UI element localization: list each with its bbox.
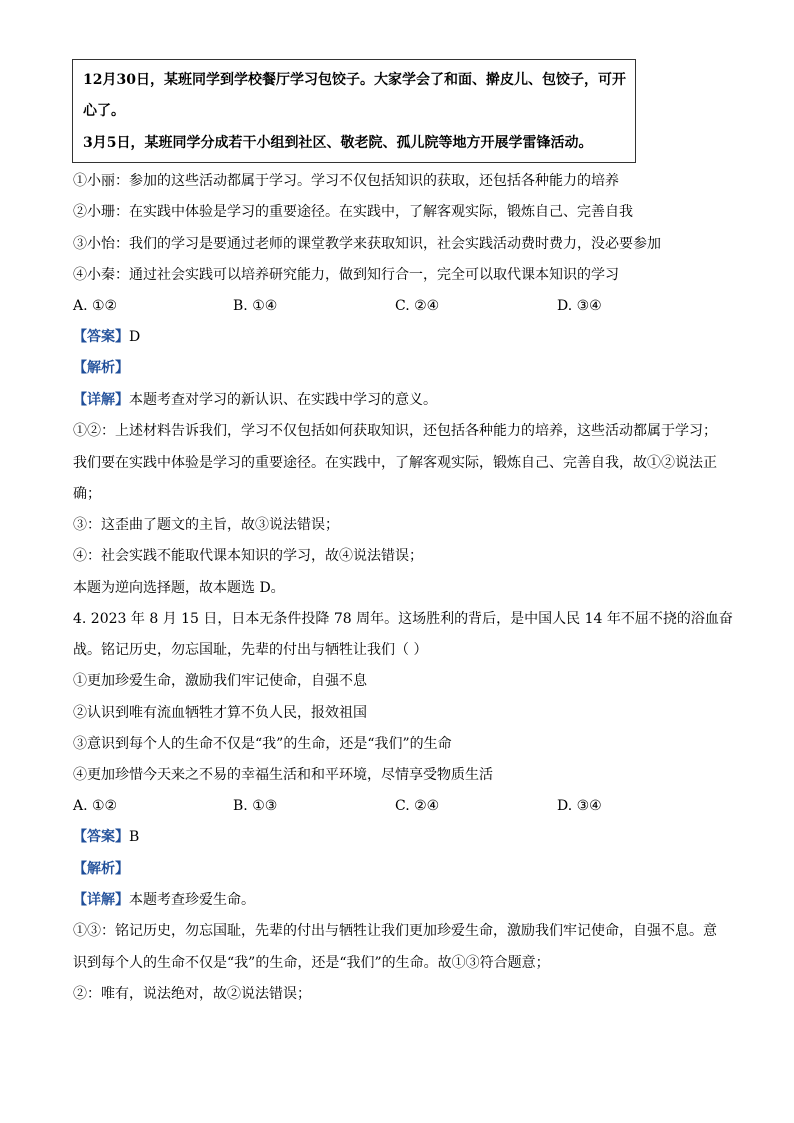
q3-answer-row [73, 327, 140, 347]
answer-value: B [129, 829, 140, 845]
q3-statement-2: ②小珊：在实践中体验是学习的重要途径。在实践中，了解客观实际，锻炼自己、完善自我 [73, 204, 633, 220]
q4-statement-3: ③意识到每个人的生命不仅是“我”的生命，还是“我们”的生命 [73, 736, 452, 752]
q4-explanation-line: ①③：铭记历史，勿忘国耻，先辈的付出与牺牲让我们更加珍爱生命，激励我们牢记使命，自强不息。意 [73, 923, 717, 939]
q4-option-b: B. ①③ [233, 798, 278, 814]
q4-detail-row [73, 890, 255, 910]
q3-statement-1: ①小丽：参加的这些活动都属于学习。学习不仅包括知识的获取，还包括各种能力的培养 [73, 173, 619, 189]
q4-statement-4: ④更加珍惜今天来之不易的幸福生活和和平环境，尽情享受物质生活 [73, 767, 493, 783]
q4-option-c: C. ②④ [395, 798, 440, 814]
material-box [72, 59, 636, 163]
material-line-1: 12月30日，某班同学到学校餐厅学习包饺子。大家学会了和面、擀皮儿、包饺子，可开 [83, 72, 626, 88]
material-line-3: 3月5日，某班同学分成若干小组到社区、敬老院、孤儿院等地方开展学雷锋活动。 [83, 135, 593, 151]
q3-explanation-line: 确； [73, 486, 101, 502]
answer-value: D [129, 329, 141, 345]
q4-explanation-line: 识到每个人的生命不仅是“我”的生命，还是“我们”的生命。故①③符合题意； [73, 955, 550, 971]
answer-tag: 【答案】 [73, 329, 129, 345]
q4-explanation-line: ②：唯有，说法绝对，故②说法错误； [73, 986, 311, 1002]
detail-intro: 本题考查珍爱生命。 [129, 892, 255, 908]
q4-statement-2: ②认识到唯有流血牺牲才算不负人民，报效祖国 [73, 705, 367, 721]
q3-detail-row [73, 390, 437, 410]
detail-intro: 本题考查对学习的新认识、在实践中学习的意义。 [129, 392, 437, 408]
material-line-2: 心了。 [83, 103, 125, 119]
q3-explanation-line: 本题为逆向选择题，故本题选 D。 [73, 580, 285, 596]
q4-stem-line-2: 战。铭记历史，勿忘国耻，先辈的付出与牺牲让我们（ ） [73, 642, 428, 658]
q4-option-d: D. ③④ [557, 798, 602, 814]
q4-option-a: A. ①② [73, 798, 118, 814]
q3-option-c: C. ②④ [395, 298, 440, 314]
detail-tag: 【详解】 [73, 892, 129, 908]
q4-answer-row [73, 827, 139, 847]
q3-option-b: B. ①④ [233, 298, 278, 314]
answer-tag: 【答案】 [73, 829, 129, 845]
q3-explanation-line: ③：这歪曲了题文的主旨，故③说法错误； [73, 517, 339, 533]
q3-option-a: A. ①② [73, 298, 118, 314]
q4-stem-line-1: 4. 2023 年 8 月 15 日，日本无条件投降 78 周年。这场胜利的背后，是中国人民 14 年不屈不挠的浴血奋 [73, 611, 733, 627]
q3-statement-4: ④小秦：通过社会实践可以培养研究能力，做到知行合一，完全可以取代课本知识的学习 [73, 267, 619, 283]
q3-option-d: D. ③④ [557, 298, 602, 314]
analysis-tag: 【解析】 [73, 861, 129, 877]
q3-statement-3: ③小怡：我们的学习是要通过老师的课堂教学来获取知识，社会实践活动费时费力，没必要参加 [73, 236, 661, 252]
detail-tag: 【详解】 [73, 392, 129, 408]
analysis-tag: 【解析】 [73, 360, 129, 376]
q4-statement-1: ①更加珍爱生命，激励我们牢记使命，自强不息 [73, 673, 367, 689]
q3-explanation-line: ①②：上述材料告诉我们，学习不仅包括如何获取知识，还包括各种能力的培养，这些活动都属于学习； [73, 423, 717, 439]
q3-explanation-line: ④：社会实践不能取代课本知识的学习，故④说法错误； [73, 548, 423, 564]
q3-explanation-line: 我们要在实践中体验是学习的重要途径。在实践中，了解客观实际，锻炼自己、完善自我，故①②说法正 [73, 455, 717, 471]
